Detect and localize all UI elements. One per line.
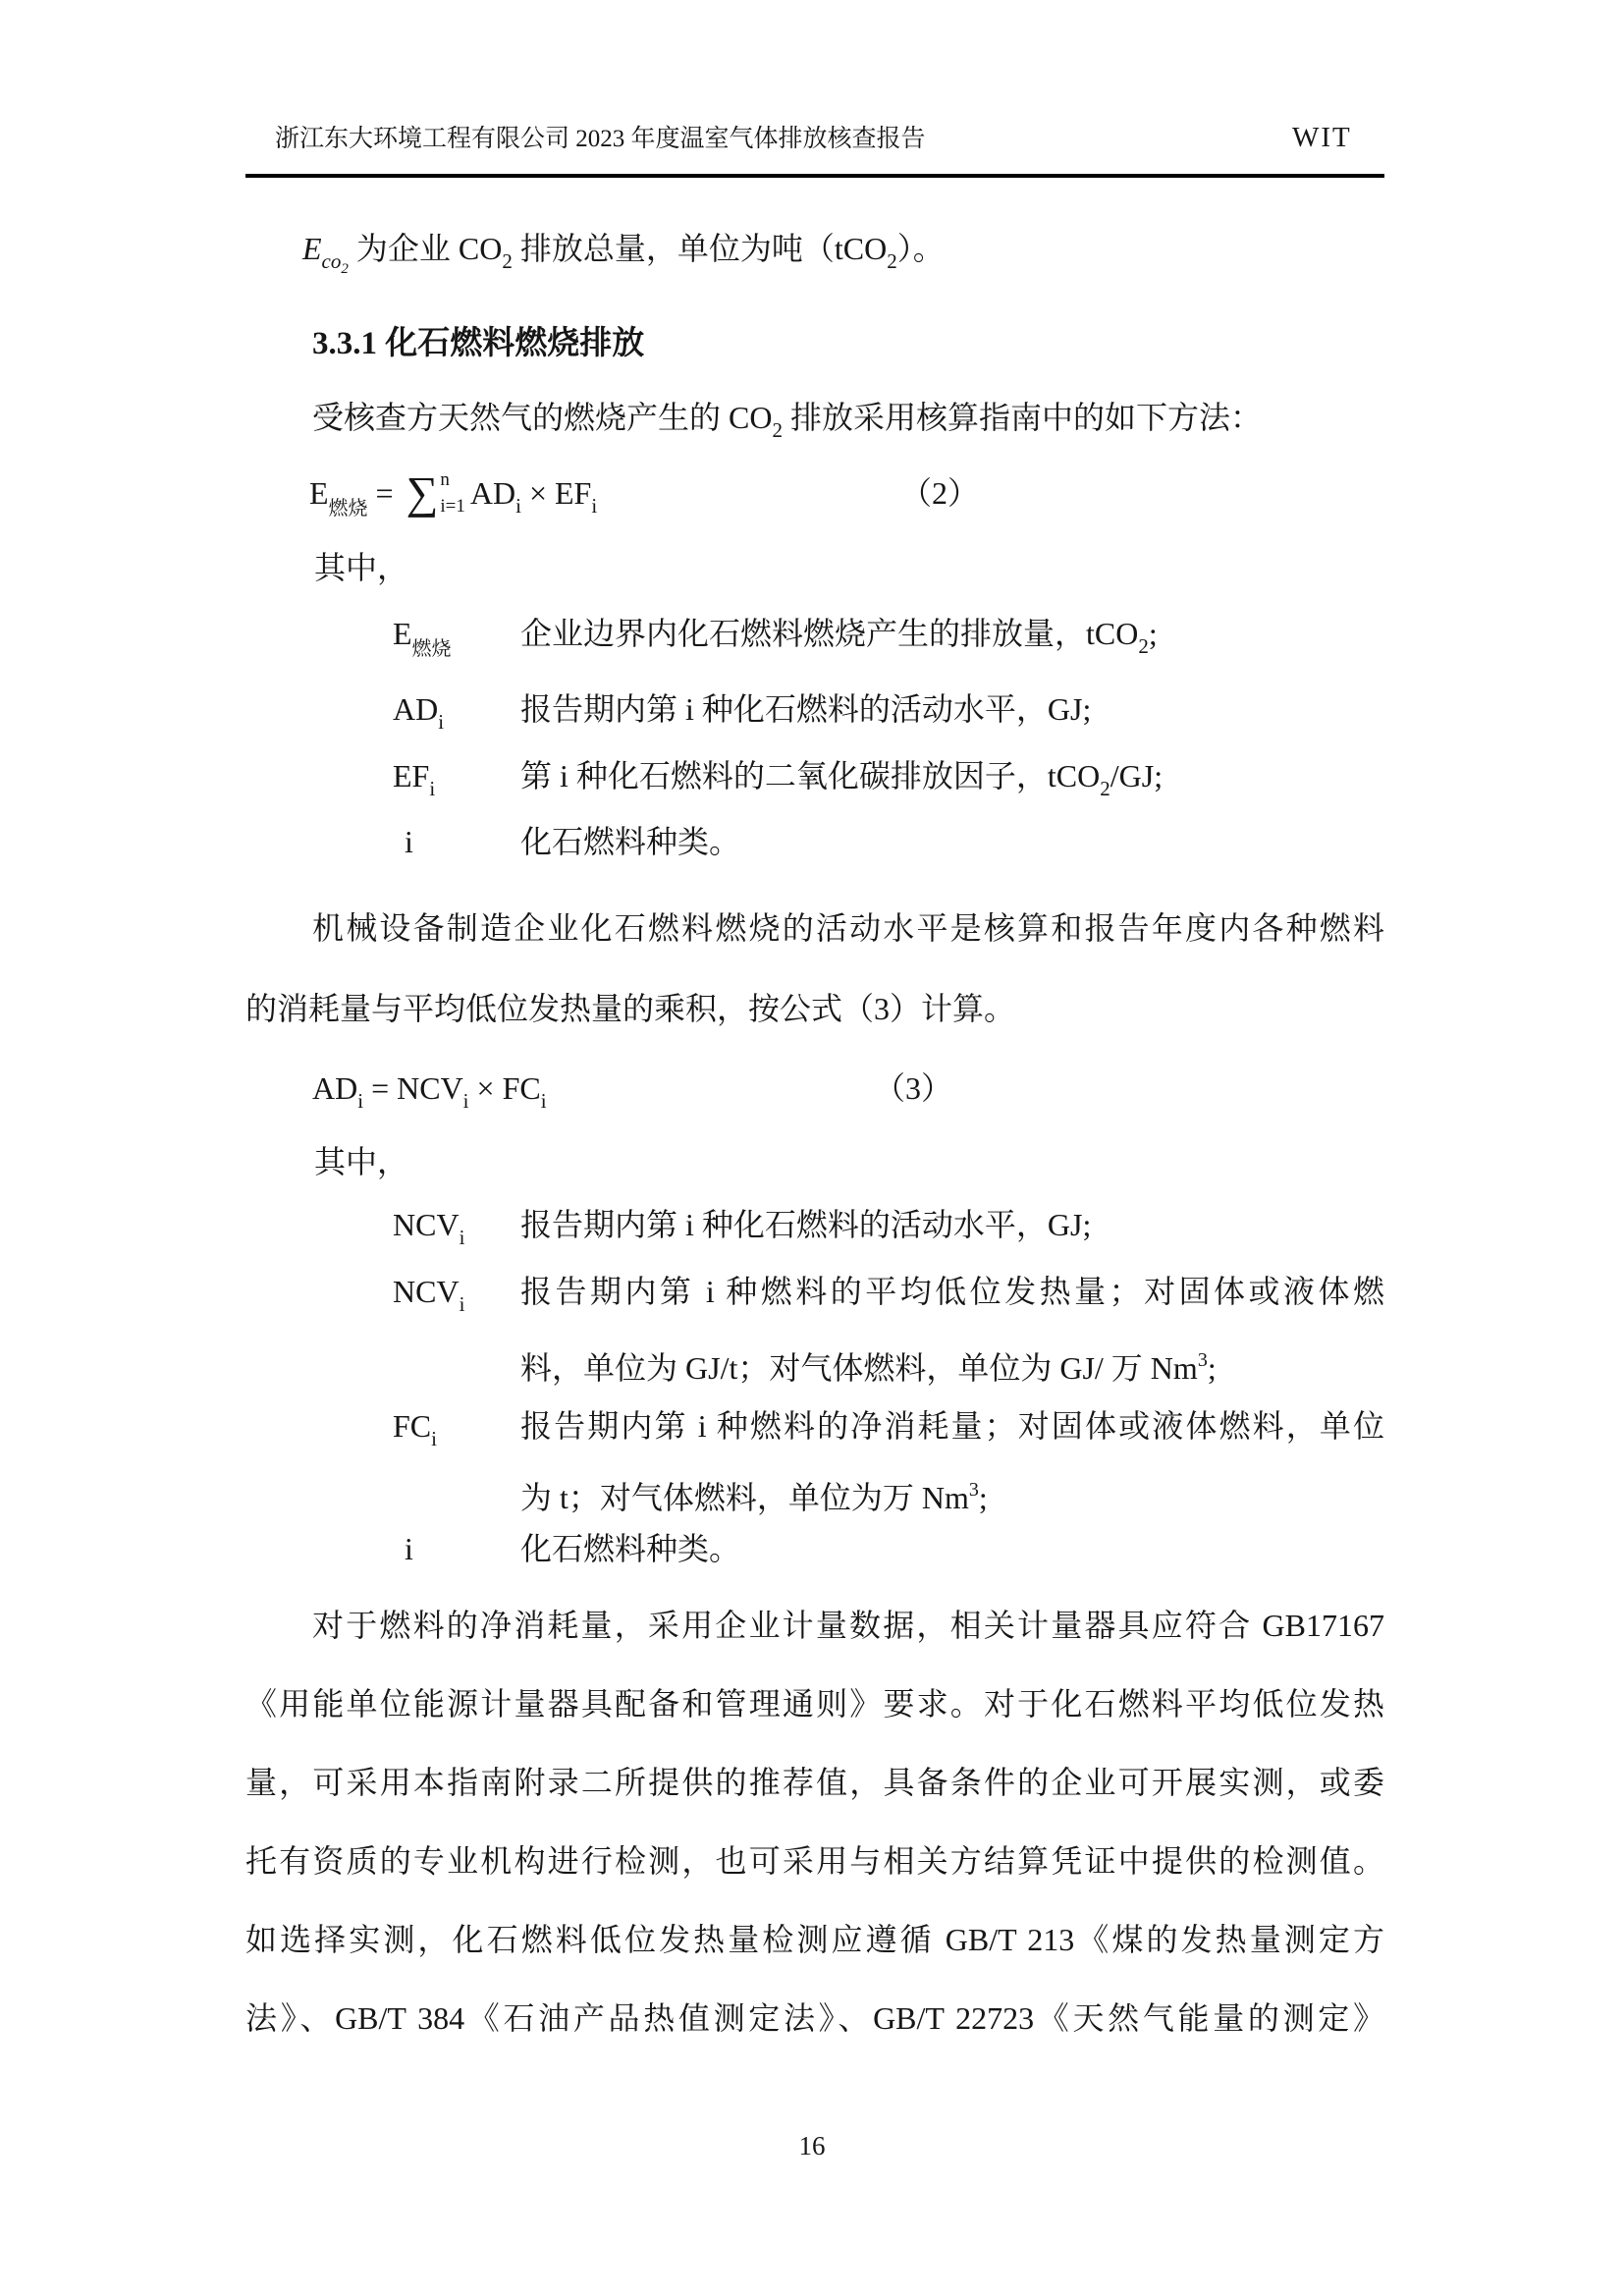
where-label: 其中， bbox=[314, 550, 409, 585]
tco2-subscript: 2 bbox=[887, 249, 897, 273]
ad-subscript: i bbox=[515, 494, 521, 518]
header-rule bbox=[245, 174, 1384, 178]
definition-desc: 报告期内第 i 种化石燃料的活动水平，GJ; bbox=[520, 691, 1092, 727]
para-measurement-line2: 《用能单位能源计量器具配备和管理通则》要求。对于化石燃料平均低位发热 bbox=[245, 1686, 1384, 1722]
times-sign: × bbox=[520, 475, 555, 511]
tco2-subscript: 2 bbox=[1100, 777, 1110, 800]
intro-line bbox=[245, 209, 1384, 288]
para-activity-level-line2: 的消耗量与平均低位发热量的乘积，按公式（3）计算。 bbox=[245, 991, 1016, 1026]
intro-text: 排放总量，单位为吨（tCO bbox=[512, 231, 888, 266]
formula-2-ef: EF bbox=[555, 475, 592, 511]
formula-3 bbox=[245, 1049, 1384, 1127]
formula-2 bbox=[245, 454, 1384, 532]
definition-desc: 报告期内第 i 种燃料的平均低位发热量；对固体或液体燃 bbox=[520, 1274, 1384, 1309]
para-activity-level-line1: 机械设备制造企业化石燃料燃烧的活动水平是核算和报告年度内各种燃料 bbox=[312, 910, 1384, 946]
nm3-superscript: 3 bbox=[1197, 1349, 1208, 1371]
definition-desc-continuation: 料，单位为 GJ/t；对气体燃料，单位为 GJ/ 万 Nm$^3$; bbox=[520, 1349, 1217, 1386]
tco2-subscript: 2 bbox=[1138, 634, 1149, 658]
sigma-upper-limit: n bbox=[440, 469, 450, 490]
term-ncv: $NCV_i$ bbox=[393, 1274, 465, 1316]
ad-subscript: i bbox=[357, 1089, 364, 1113]
definition-row-i bbox=[245, 1509, 1384, 1588]
formula-3-ad: AD bbox=[312, 1070, 358, 1106]
equals-sign: = bbox=[363, 1070, 398, 1106]
times-sign: × bbox=[468, 1070, 503, 1106]
definition-desc: 报告期内第 i 种化石燃料的活动水平，GJ; bbox=[520, 1207, 1092, 1242]
para-method-intro bbox=[245, 378, 1384, 457]
fc-subscript: i bbox=[540, 1089, 547, 1113]
formula-2-lhs-subscript: 燃烧 bbox=[328, 498, 368, 519]
term-ef: $EF_i$ bbox=[393, 758, 436, 800]
sigma-lower-limit: i=1 bbox=[440, 496, 465, 517]
section-heading-3-3-1: 3.3.1 化石燃料燃烧排放 bbox=[312, 326, 645, 361]
definition-desc: 报告期内第 i 种燃料的净消耗量；对固体或液体燃料，单位 bbox=[520, 1408, 1384, 1444]
term-subscript: i bbox=[438, 710, 445, 734]
nm3-superscript: 3 bbox=[968, 1479, 979, 1501]
para-measurement-line3: 量，可采用本指南附录二所提供的推荐值，具备条件的企业可开展实测，或委 bbox=[245, 1765, 1384, 1800]
para-measurement-line6: 法》、GB/T 384《石油产品热值测定法》、GB/T 22723《天然气能量的测定》 bbox=[245, 2000, 1384, 2036]
equals-sign: = bbox=[367, 475, 402, 511]
definition-row-i bbox=[245, 802, 1384, 881]
ef-subscript: i bbox=[591, 494, 598, 518]
term-subscript: i bbox=[431, 1427, 437, 1450]
formula-3-ncv: NCV bbox=[397, 1070, 463, 1106]
para-text: 排放采用核算指南中的如下方法： bbox=[782, 400, 1262, 435]
symbol-e: E bbox=[302, 231, 322, 266]
definition-desc: 企业边界内化石燃料燃烧产生的排放量，tCO$_2$; bbox=[520, 616, 1158, 658]
definition-row-ncv-2 bbox=[245, 1252, 1384, 1331]
para-measurement-line5: 如选择实测，化石燃料低位发热量检测应遵循 GB/T 213《煤的发热量测定方 bbox=[245, 1922, 1384, 1957]
sigma-glyph: ∑ bbox=[406, 467, 439, 518]
term-subscript: i bbox=[429, 777, 436, 800]
ncv-subscript: i bbox=[462, 1089, 469, 1113]
summation-symbol bbox=[406, 467, 465, 518]
formula-3-fc: FC bbox=[502, 1070, 541, 1106]
term-e-combustion: $E_{燃烧}$ bbox=[393, 616, 452, 660]
equation-label-2: （2） bbox=[900, 475, 980, 511]
sigma-limits bbox=[438, 470, 465, 516]
header-brand-logo: WIT bbox=[1292, 122, 1352, 153]
intro-text: ）。 bbox=[896, 231, 945, 266]
formula-2-lhs: E bbox=[309, 475, 329, 511]
header-title: 浙江东大环境工程有限公司 2023 年度温室气体排放核查报告 bbox=[275, 126, 926, 152]
where-label: 其中， bbox=[314, 1144, 409, 1179]
definition-desc-continuation: 为 t；对气体燃料，单位为万 Nm$^3$; bbox=[520, 1479, 988, 1515]
definition-desc: 第 i 种化石燃料的二氧化碳排放因子，tCO$_2$/GJ; bbox=[520, 758, 1164, 800]
page-number: 16 bbox=[798, 2131, 826, 2160]
para-text: 受核查方天然气的燃烧产生的 CO bbox=[312, 400, 773, 435]
term-ncv: $NCV_i$ bbox=[393, 1207, 465, 1249]
definition-row-e-combustion bbox=[245, 594, 1384, 673]
formula-2-ad: AD bbox=[469, 475, 516, 511]
term-i: i bbox=[405, 824, 413, 859]
term-subscript: 燃烧 bbox=[411, 638, 452, 660]
definition-desc: 化石燃料种类。 bbox=[520, 1531, 741, 1566]
symbol-e-subscript-2: 2 bbox=[341, 261, 349, 277]
term-subscript: i bbox=[459, 1226, 465, 1249]
co2-subscript: 2 bbox=[772, 418, 783, 442]
equation-label-3: （3） bbox=[874, 1070, 953, 1106]
term-ad: $AD_i$ bbox=[393, 691, 445, 734]
co2-subscript: 2 bbox=[502, 249, 513, 273]
para-measurement-line4: 托有资质的专业机构进行检测，也可采用与相关方结算凭证中提供的检测值。 bbox=[245, 1843, 1384, 1879]
term-i: i bbox=[405, 1531, 413, 1566]
definition-desc: 化石燃料种类。 bbox=[520, 824, 741, 859]
term-fc: $FC_i$ bbox=[393, 1408, 437, 1450]
symbol-e-subscript: co2 bbox=[321, 249, 349, 277]
intro-text: 为企业 CO bbox=[348, 231, 503, 266]
term-subscript: i bbox=[459, 1292, 465, 1316]
para-measurement-line1: 对于燃料的净消耗量，采用企业计量数据，相关计量器具应符合 GB17167 bbox=[312, 1608, 1384, 1643]
